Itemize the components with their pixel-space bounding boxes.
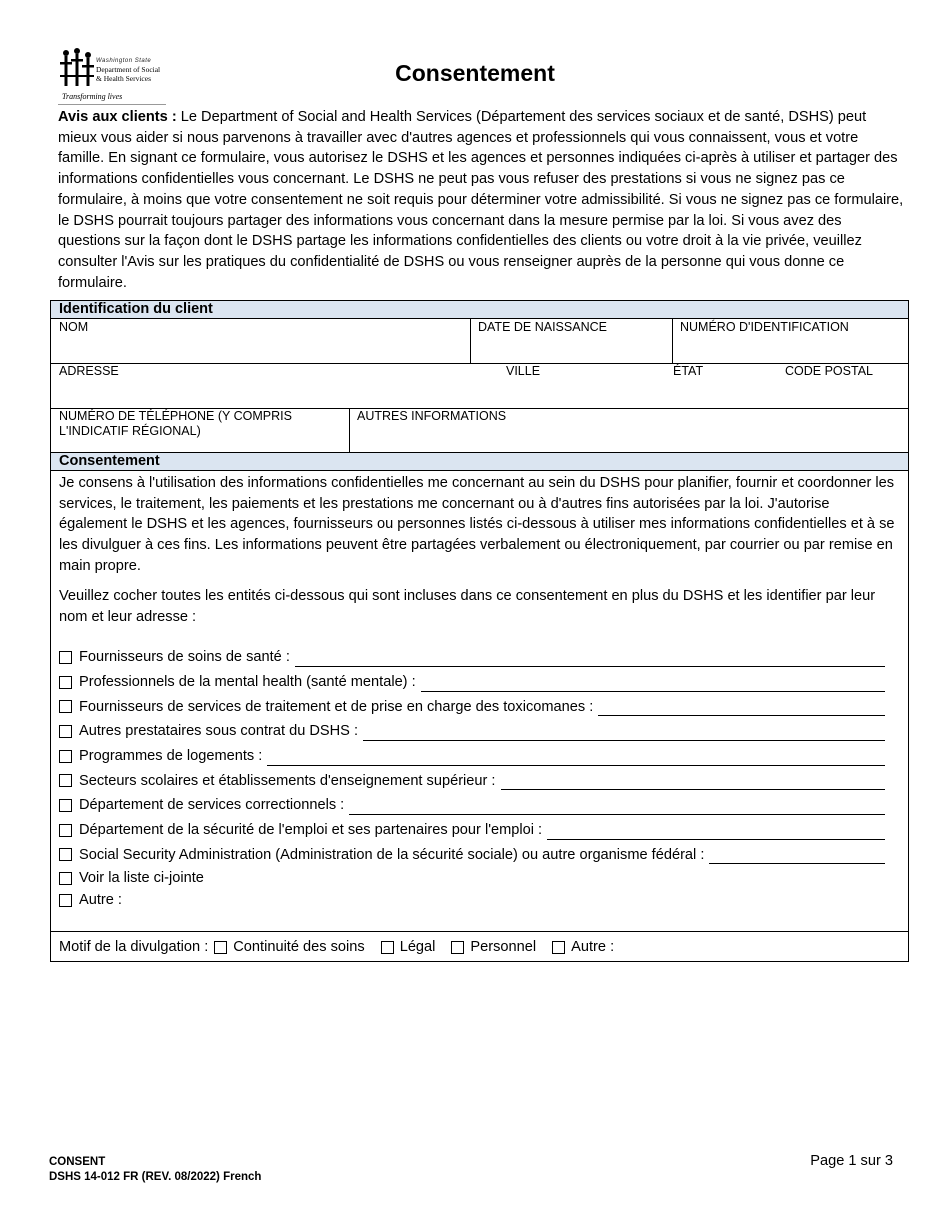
reason-option [552,939,614,955]
entity-input-line[interactable] [598,701,885,716]
address-field[interactable] [51,364,908,408]
client-row-1 [51,319,908,364]
entity-checkbox[interactable] [59,676,72,689]
entity-label: Professionnels de la mental health (santé mentale) : [79,674,416,691]
consent-title: Consentement [59,453,160,469]
other-info-label: AUTRES INFORMATIONS [357,409,507,423]
entity-label: Département de la sécurité de l'emploi et ses partenaires pour l'emploi : [79,822,543,839]
client-notice [58,107,908,293]
entity-checkbox[interactable] [59,700,72,713]
id-number-label: NUMÉRO D'IDENTIFICATION [680,320,849,334]
logo-dept-line2: & Health Services [96,74,151,83]
entity-item [59,867,885,889]
entity-label: Département de services correctionnels : [79,797,345,814]
reason-label: Continuité des soins [233,939,365,955]
reason-checkbox-legal[interactable] [381,941,394,954]
consent-header [51,453,908,471]
entity-input-line[interactable] [363,726,885,741]
entity-input-line[interactable] [421,677,885,692]
entity-checkbox[interactable] [59,824,72,837]
disclosure-reason-label: Motif de la divulgation : [59,939,209,955]
entity-checkbox[interactable] [59,894,72,907]
entity-checkbox[interactable] [59,799,72,812]
id-number-field[interactable] [673,319,908,363]
page-title: Consentement [395,60,555,86]
entity-item [59,694,885,719]
name-field[interactable] [51,319,471,363]
entity-input-line[interactable] [547,825,885,840]
client-id-title: Identification du client [59,301,213,317]
form-number: DSHS 14-012 FR (REV. 08/2022) French [49,1171,262,1183]
logo-divider [58,104,166,105]
consent-paragraph: Je consens à l'utilisation des informations confidentielles me concernant au sein du DSHS pour planifier, fournir et coordonner les services, le traitement, les paiements et les prestations me concernant ou à d'autres fins autorisées par la loi. J'autorise également le DSHS et les agences, fournisseurs ou personnes listés ci-dessous à utiliser mes informations confidentielles et à se les divulguer à ces fins. Les informations peuvent être partagées verbalement ou électroniquement, par courrier ou par remise en main propre. [59,475,895,574]
entity-checkbox[interactable] [59,651,72,664]
entity-item [59,818,885,843]
entity-checkbox[interactable] [59,872,72,885]
logo-tagline: Transforming lives [62,92,123,101]
dob-field[interactable] [471,319,673,363]
dob-label: DATE DE NAISSANCE [478,320,607,334]
reason-label: Autre : [571,939,615,955]
entity-input-line[interactable] [295,652,885,667]
client-row-2 [51,364,908,409]
page-number: Page 1 sur 3 [810,1153,893,1169]
disclosure-reason-row [51,931,908,962]
logo-state-text: Washington State [96,58,152,64]
entity-item [59,670,885,695]
entity-item [59,768,885,793]
client-id-header [51,301,908,319]
reason-option [381,939,436,955]
entity-input-line[interactable] [349,800,885,815]
entity-input-line[interactable] [267,751,885,766]
reason-checkbox-other[interactable] [552,941,565,954]
entity-list [59,645,885,911]
state-label: ÉTAT [673,364,704,378]
entities-instruction: Veuillez cocher toutes les entités ci-dessous qui sont incluses dans ce consentement en plus du DSHS et les identifier par leur nom et leur adresse : [59,588,876,625]
other-info-field[interactable] [350,409,908,452]
entity-item [59,889,885,911]
entity-checkbox[interactable] [59,750,72,763]
entity-label: Fournisseurs de services de traitement et de prise en charge des toxicomanes : [79,698,594,715]
notice-lead: Avis aux clients : [58,109,177,125]
entity-item [59,843,885,868]
entity-checkbox[interactable] [59,774,72,787]
notice-body: Le Department of Social and Health Services (Département des services sociaux et de santé, DSHS) peut mieux vous aider si nous parvenons à travailler avec d'autres agences et professionnels qui vous connaissent, vous et votre famille. En signant ce formulaire, vous autorisez le DSHS et les agences et personnes indiquées ci-après à utiliser et partager des informations confidentielles vous concernant. Le DSHS ne peut pas vous refuser des prestations si vous ne signez pas ce formulaire, à moins que votre consentement ne soit requis pour déterminer votre admissibilité. Si vous ne signez pas ce formulaire, le DSHS pourrait toujours partager des informations vous concernant dans la mesure permise par la loi. Si vous avez des questions sur la façon dont le DSHS partage les informations confidentielles des clients ou votre droit à la vie privée, veuillez consulter l'Avis sur les pratiques du confidentialité de DSHS ou vous renseigner auprès de la personne qui vous donne ce formulaire. [58,109,904,291]
address-label: ADRESSE [59,364,119,378]
entity-label: Programmes de logements : [79,748,263,765]
logo-dept-line1: Department of Social [96,65,161,74]
reason-option [451,939,536,955]
entity-item [59,719,885,744]
phone-label: NUMÉRO DE TÉLÉPHONE (Y COMPRIS L'INDICATIF RÉGIONAL) [59,409,292,438]
entity-item [59,645,885,670]
reason-checkbox-personal[interactable] [451,941,464,954]
consent-form [50,300,909,962]
city-label: VILLE [506,364,541,378]
entity-input-line[interactable] [709,849,885,864]
zip-label: CODE POSTAL [785,364,873,378]
phone-field[interactable] [51,409,350,452]
reason-label: Légal [399,939,436,955]
form-footer-id [49,1155,261,1185]
entity-label: Voir la liste ci-jointe [79,870,204,887]
entity-label: Fournisseurs de soins de santé : [79,649,290,666]
reason-checkbox-continuity[interactable] [214,941,227,954]
entity-label: Autre : [79,892,122,909]
entity-label: Social Security Administration (Administration de la sécurité sociale) ou autre organisme fédéral : [79,846,705,863]
client-row-3 [51,409,908,453]
name-label: NOM [59,320,89,334]
reason-label: Personnel [470,939,537,955]
reason-option [214,939,364,955]
entity-checkbox[interactable] [59,848,72,861]
form-name: CONSENT [49,1156,106,1168]
entity-input-line[interactable] [501,775,886,790]
entity-item [59,793,885,818]
entity-label: Secteurs scolaires et établissements d'enseignement supérieur : [79,772,496,789]
entity-label: Autres prestataires sous contrat du DSHS : [79,723,359,740]
entity-item [59,744,885,769]
entity-checkbox[interactable] [59,725,72,738]
